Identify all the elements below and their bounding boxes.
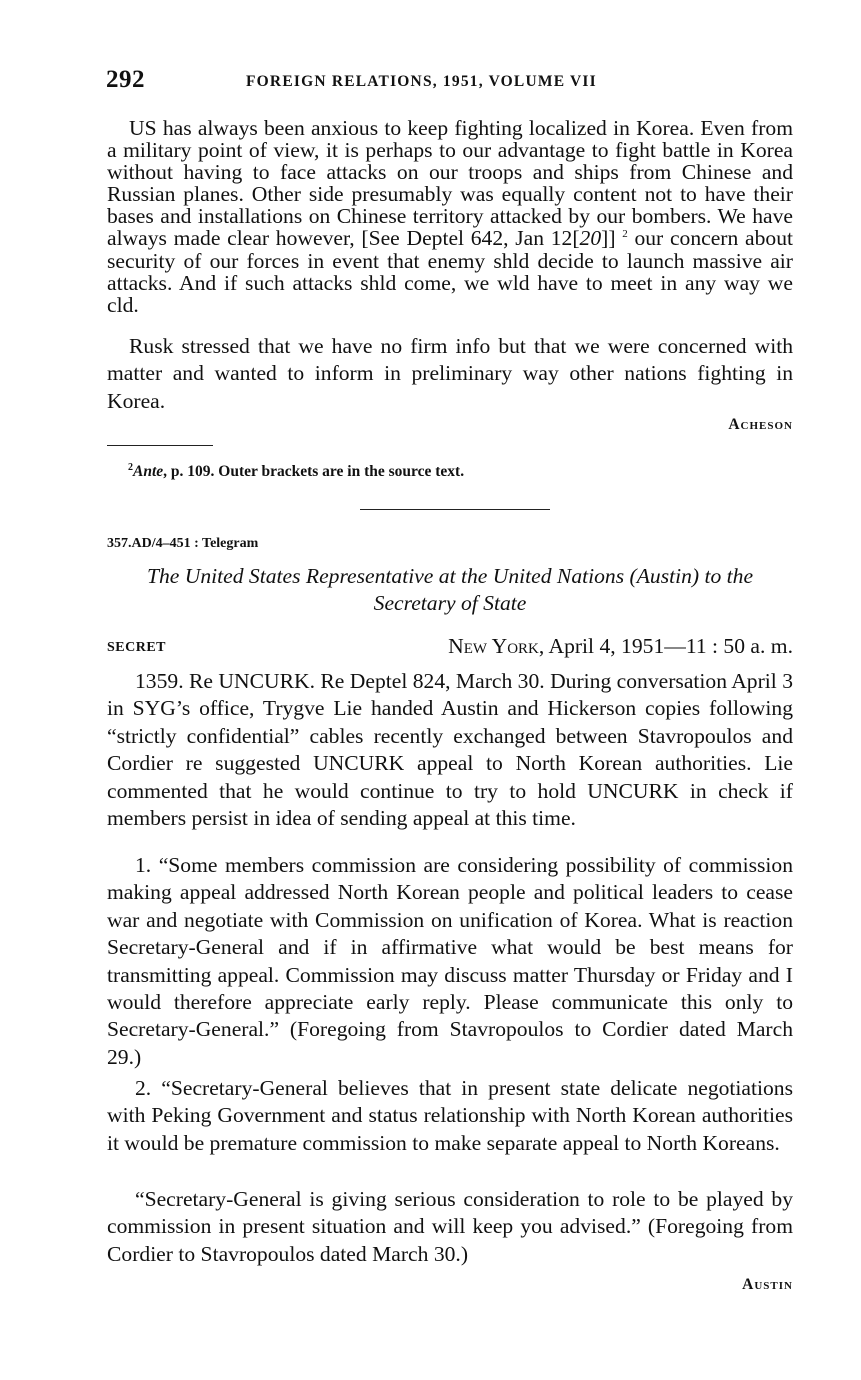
footnote-italic: Ante xyxy=(133,463,164,480)
paragraph-cable-1: 1. “Some members commission are considering possibility of commission making appeal addressed North Korean people and political leaders to cease war and negotiate with Commission on unification of Korea. What is reaction Secretary-General and if in affirmative what would be best means for transmitting appeal. Commission may discuss matter Thursday or Friday and I would therefore appreciate early reply. Please communicate this only to Secretary-General.” (Foregoing from Stavropoulos to Cordier dated March 29.) xyxy=(107,853,793,1069)
footnote-text: , p. 109. Outer brackets are in the source text. xyxy=(163,463,465,480)
footnote-mark: 2 xyxy=(128,461,133,473)
dateline-place: New York xyxy=(448,634,539,658)
italic-date: 20 xyxy=(579,226,602,251)
paragraph-text: our concern about security of our forces in event that enemy shld decide to launch massive air attacks. And if such attacks shld come, we wld have to meet in any way we cld. xyxy=(107,226,793,317)
section-divider xyxy=(360,509,550,510)
document-id: 357.AD/4–451 : Telegram xyxy=(107,536,259,551)
classification-label: SECRET xyxy=(107,640,167,655)
document-title: The United States Representative at the United Nations (Austin) to the Secretary of State xyxy=(146,564,754,615)
dateline xyxy=(448,634,793,659)
paragraph-text: US has always been anxious to keep fighting localized in Korea. Even from a military point of view, it is perhaps to our advantage to fight battle in Korea without having to face attacks on our troops and ships from Chinese and Russian planes. Other side presumably was equally content not to have their bases and installations on Chinese territory attacked by our bombers. We have always made clear however, [See Deptel 642, Jan 12[ xyxy=(107,116,793,251)
footnote-divider xyxy=(107,445,213,446)
paragraph-cable-2: 2. “Secretary-General believes that in present state delicate negotiations with Peking Government and status relationship with North Korean authorities it would be premature commission to make separate appeal to North Koreans. xyxy=(107,1076,793,1155)
page-number: 292 xyxy=(106,66,145,93)
paragraph-1359-uncurk: 1359. Re UNCURK. Re Deptel 824, March 30. During conversation April 3 in SYG’s office, Trygve Lie handed Austin and Hickerson copies following “strictly confidential” cables recently exchanged between Stavropoulos and Cordier re suggested UNCURK appeal to North Korean authorities. Lie commented that he would continue to try to hold UNCURK in check if members persist in idea of sending appeal at this time. xyxy=(107,669,793,831)
paragraph-rusk-stressed: Rusk stressed that we have no firm info but that we were concerned with matter and wanted to inform in preliminary way other nations fighting in Korea. xyxy=(107,334,793,413)
dateline-date: , April 4, 1951—11 : 50 a. m. xyxy=(538,634,793,658)
footnote xyxy=(128,463,464,481)
paragraph-cable-2-continued: “Secretary-General is giving serious consideration to role to be played by commission in present situation and will keep you advised.” (Foregoing from Cordier to Stavropoulos dated March 30.) xyxy=(107,1187,793,1266)
signature-acheson: Acheson xyxy=(728,416,793,433)
running-head: FOREIGN RELATIONS, 1951, VOLUME VII xyxy=(246,73,597,90)
footnote-reference: 2 xyxy=(622,228,628,241)
paragraph-text: ]] xyxy=(601,226,616,251)
paragraph-us-fighting-localized xyxy=(107,117,793,316)
page-header xyxy=(106,66,792,96)
signature-austin: Austin xyxy=(742,1276,793,1293)
